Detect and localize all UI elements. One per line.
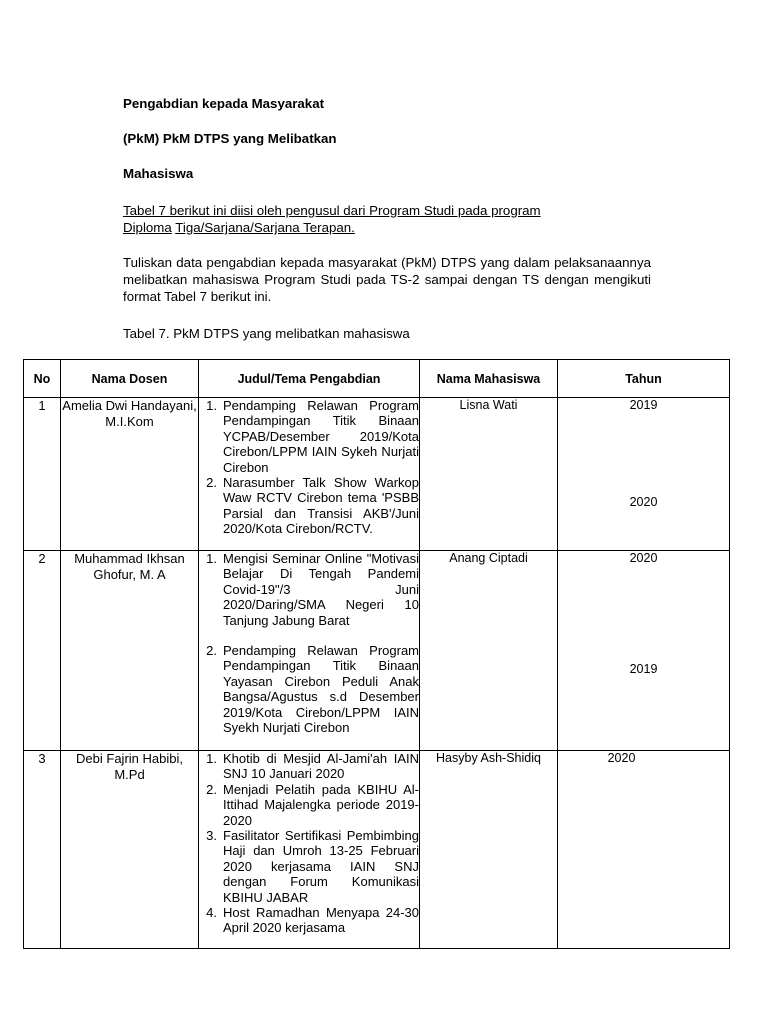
topic-item: 1. Khotib di Mesjid Al-Jami'ah IAIN SNJ 10 Januari 2020 [206,751,419,782]
row-mahasiswa: Anang Ciptadi [420,551,558,751]
topic-item: 2. Pendamping Relawan Program Pendampingan Titik Binaan Yayasan Cirebon Peduli Anak Bangsa/Agustus s.d Desember 2019/Kota Cirebon/LPPM IAIN Syekh Nurjati Cirebon [206,643,419,736]
intro-underlined-line-2a: Diploma [123,220,172,235]
row-no: 3 [24,751,61,949]
header-tahun: Tahun [558,360,730,398]
header-nama-dosen: Nama Dosen [61,360,199,398]
table-row [24,551,730,751]
heading-line-3: Mahasiswa [123,166,194,181]
row-dosen: Amelia Dwi Handayani, M.I.Kom [61,398,199,551]
table-row [24,398,730,551]
topic-item: 1. Mengisi Seminar Online "Motivasi Belajar Di Tengah Pandemi Covid-19"/3 Juni 2020/Daring/SMA Negeri 10 Tanjung Jabung Barat [206,551,419,628]
row-mahasiswa: Hasyby Ash-Shidiq [420,751,558,949]
pkm-table [23,359,730,949]
row-tahun [558,751,730,949]
heading-line-1: Pengabdian kepada Masyarakat [123,96,325,111]
row-mahasiswa: Lisna Wati [420,398,558,551]
header-no: No [24,360,61,398]
row-dosen: Debi Fajrin Habibi, M.Pd [61,751,199,949]
year-value: 2019 [629,662,658,676]
header-nama-mahasiswa: Nama Mahasiswa [420,360,558,398]
row-topics [199,751,420,949]
table-caption: Tabel 7. PkM DTPS yang melibatkan mahasiswa [123,326,410,341]
row-tahun [558,551,730,751]
heading-line-2: (PkM) PkM DTPS yang Melibatkan [123,131,337,146]
intro-paragraph: Tuliskan data pengabdian kepada masyarakat (PkM) DTPS yang dalam pelaksanaannya melibatkan mahasiswa Program Studi pada TS-2 sampai dengan TS dengan mengikuti format Tabel 7 berikut ini. [123,255,651,304]
topic-item: 2. Menjadi Pelatih pada KBIHU Al-Ittihad Majalengka periode 2019-2020 [206,781,419,828]
year-value: 2020 [629,551,658,565]
row-dosen: Muhammad Ikhsan Ghofur, M. A [61,551,199,751]
row-topics [199,551,420,751]
intro-underlined [123,202,651,236]
topic-item: 4. Host Ramadhan Menyapa 24-30 April 2020 kerjasama [206,905,419,936]
row-tahun [558,398,730,551]
year-value: 2020 [607,751,636,765]
year-value: 2019 [629,398,658,412]
topic-item: 2. Narasumber Talk Show Warkop Waw RCTV Cirebon tema 'PSBB Parsial dan Transisi AKB'/Juni 2020/Kota Cirebon/RCTV. [206,475,419,537]
topic-item: 3. Fasilitator Sertifikasi Pembimbing Haji dan Umroh 13-25 Februari 2020 kerjasama IAIN SNJ dengan Forum Komunikasi KBIHU JABAR [206,828,419,905]
year-value: 2020 [629,495,658,509]
topic-item: 1. Pendamping Relawan Program Pendampingan Titik Binaan YCPAB/Desember 2019/Kota Cirebon/LPPM IAIN Sykeh Nurjati Cirebon [206,398,419,475]
row-topics [199,398,420,551]
table-header-row [24,360,730,398]
intro-underlined-line-1: Tabel 7 berikut ini diisi oleh pengusul dari Program Studi pada program [123,203,541,218]
header-judul: Judul/Tema Pengabdian [199,360,420,398]
row-no: 2 [24,551,61,751]
row-no: 1 [24,398,61,551]
table-row [24,751,730,949]
intro-underlined-line-2b: Tiga/Sarjana/Sarjana Terapan. [175,220,355,235]
